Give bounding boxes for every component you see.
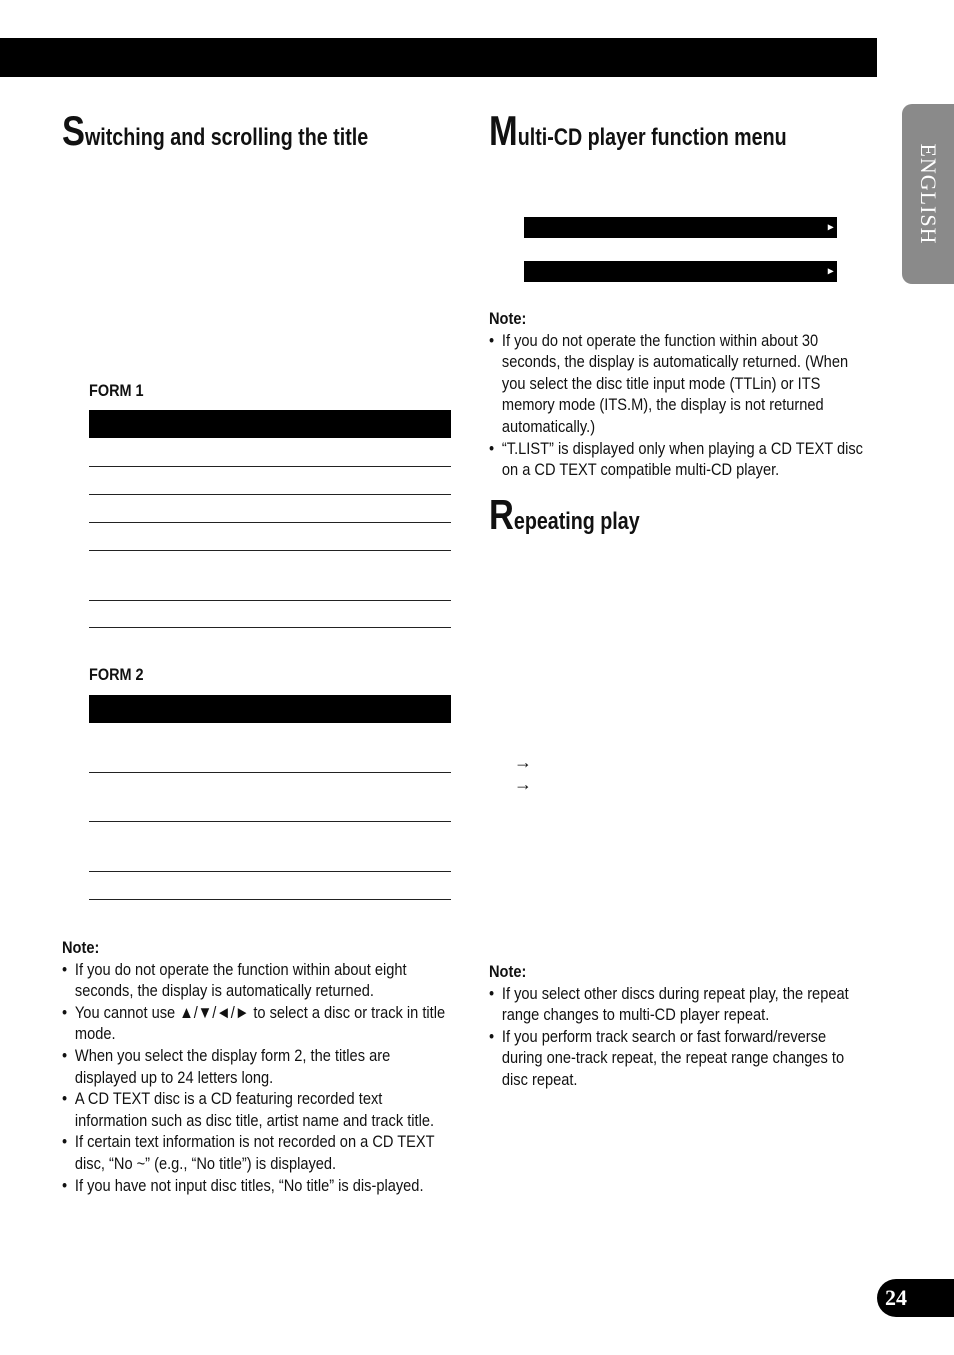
repeating-play-heading-text: epeating play [513, 508, 640, 535]
note-item: • If you perform track search or fast forward/reverse during one-track repeat, the repeat range changes to disc repeat. [489, 1026, 867, 1091]
function-menu-display-2-text: TTLin COMP ITS.P ITS.M [544, 285, 721, 300]
note-item: • If you have not input disc titles, “No title” is dis-played. [62, 1175, 452, 1197]
form2-label: FORM 2 [89, 665, 144, 684]
function-menu-display-1 [524, 217, 837, 256]
note-list [489, 983, 867, 1091]
form1-label: FORM 1 [89, 381, 144, 400]
language-tab [902, 104, 954, 284]
switching-title-heading-text: witching and scrolling the title [84, 124, 369, 151]
function-menu-display-1-text: RPT RDM SCAN T.LIST D.LIST PAUSE [544, 241, 817, 256]
page-number: 24 [877, 1279, 954, 1317]
form2-row-divider [89, 772, 451, 773]
form1-row-divider [89, 627, 451, 628]
note-item: • If you do not operate the function within about eight seconds, the display is automatically returned. [62, 959, 452, 1002]
note-item: • “T.LIST” is displayed only when playing a CD TEXT disc on a CD TEXT compatible multi-CD player. [489, 438, 867, 481]
title-notes [62, 937, 452, 1196]
sequence-arrow-icon: → [514, 752, 532, 772]
note-item: • If certain text information is not recorded on a CD TEXT disc, “No ~” (e.g., “No title”) is displayed. [62, 1131, 452, 1174]
note-list [489, 330, 867, 481]
function-menu-display-2 [524, 261, 837, 300]
form2-table-header [89, 695, 451, 723]
form1-row-divider [89, 522, 451, 523]
note-item: • When you select the display form 2, the titles are displayed up to 24 letters long. [62, 1045, 452, 1088]
menu-notes [489, 308, 867, 481]
multi-cd-menu-heading [489, 107, 787, 154]
multi-cd-menu-heading-text: ulti-CD player function menu [517, 124, 787, 151]
form2-row-divider [89, 821, 451, 822]
repeat-notes [489, 961, 867, 1091]
right-arrow-icon: ▶ [827, 266, 834, 277]
switching-title-heading-initial: S [62, 107, 85, 154]
form1-row-divider [89, 550, 451, 551]
form1-row-divider [89, 466, 451, 467]
form2-row-divider [89, 871, 451, 872]
right-arrow-icon: ▶ [827, 222, 834, 233]
note-item: • If you select other discs during repeat play, the repeat range changes to multi-CD player repeat. [489, 983, 867, 1026]
repeating-play-heading-initial: R [489, 491, 514, 538]
multi-cd-menu-heading-initial: M [489, 107, 518, 154]
note-title: Note: [62, 938, 100, 957]
form1-row-divider [89, 600, 451, 601]
form1-table-header [89, 410, 451, 438]
note-item: • You cannot use ▲/▼/◄/► to select a disc or track in title mode. [62, 1002, 452, 1045]
repeating-play-heading [489, 491, 640, 538]
note-list [62, 959, 452, 1197]
note-title: Note: [489, 962, 527, 981]
note-title: Note: [489, 309, 527, 328]
note-item: • A CD TEXT disc is a CD featuring recorded text information such as disc title, artist name and track title. [62, 1088, 452, 1131]
top-header-bar [0, 38, 877, 77]
note-item: • If you do not operate the function within about 30 seconds, the display is automatically returned. (When you select the disc title input mode (TTLin) or ITS memory mode (ITS.M), the display is not returned automatically.) [489, 330, 867, 438]
sequence-arrow-icon: → [514, 774, 532, 794]
language-tab-label: ENGLISH [916, 143, 941, 245]
form1-row-divider [89, 494, 451, 495]
form2-row-divider [89, 899, 451, 900]
switching-title-heading [62, 107, 369, 154]
